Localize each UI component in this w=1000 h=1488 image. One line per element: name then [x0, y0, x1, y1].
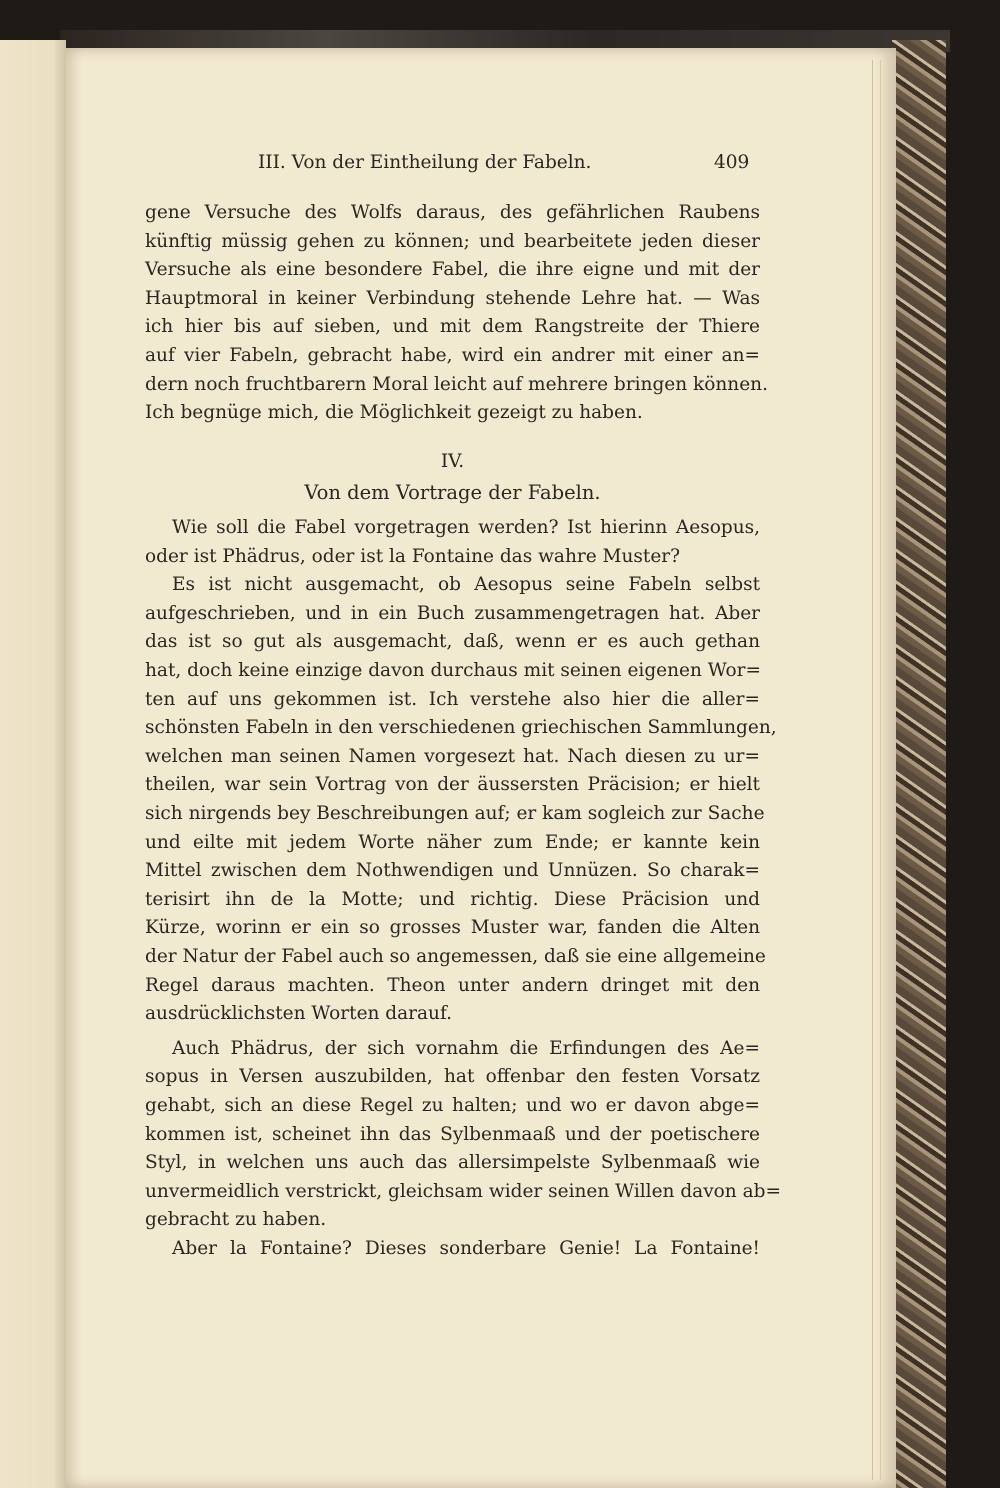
- text-line: schönsten Fabeln in den verschiedenen griechischen Sammlungen,: [145, 717, 777, 739]
- text-line: Kürze, worinn er ein so grosses Muster war, fanden die Alten: [145, 917, 760, 939]
- text-line: Es ist nicht ausgemacht, ob Aesopus seine Fabeln selbst: [172, 574, 760, 596]
- text-line: Mittel zwischen dem Nothwendigen und Unnüzen. So charak=: [145, 860, 760, 882]
- text-line: gebracht zu haben.: [145, 1209, 327, 1231]
- text-line: Styl, in welchen uns auch das allersimpelste Sylbenmaaß wie: [145, 1152, 760, 1174]
- text-line: Wie soll die Fabel vorgetragen werden? Ist hierinn Aesopus,: [172, 517, 760, 538]
- text-line: gehabt, sich an diese Regel zu halten; und wo er davon abge=: [145, 1095, 760, 1116]
- text-line: Versuche als eine besondere Fabel, die ihre eigne und mit der: [145, 259, 760, 281]
- text-line: auf vier Fabeln, gebracht habe, wird ein andrer mit einer an=: [145, 345, 760, 366]
- text-line: kommen ist, scheinet ihn das Sylbenmaaß und der poetischere: [145, 1123, 760, 1145]
- text-line: ausdrücklichsten Worten darauf.: [145, 1003, 453, 1025]
- text-line: Ich begnüge mich, die Möglichkeit gezeigt zu haben.: [145, 402, 643, 424]
- section-title: Von dem Vortrage der Fabeln.: [304, 481, 601, 504]
- text-line: hat, doch keine einzige davon durchaus mit seinen eigenen Wor=: [145, 660, 762, 681]
- page-number: 409: [714, 152, 750, 173]
- text-line: Auch Phädrus, der sich vornahm die Erfindungen des Ae=: [172, 1037, 760, 1059]
- text-line: welchen man seinen Namen vorgesezt hat. Nach diesen zu ur=: [145, 745, 760, 767]
- text-line: Regel daraus machten. Theon unter andern dringet mit den: [145, 974, 760, 996]
- text-line: gene Versuche des Wolfs daraus, des gefährlichen Raubens: [145, 202, 760, 223]
- text-line: aufgeschrieben, und in ein Buch zusammengetragen hat. Aber: [145, 602, 760, 624]
- text-line: der Natur der Fabel auch so angemessen, daß sie eine allgemeine: [145, 946, 766, 967]
- text-line: und eilte mit jedem Worte näher zum Ende; er kannte kein: [145, 831, 760, 853]
- text-line: ich hier bis auf sieben, und mit dem Rangstreite der Thiere: [145, 316, 760, 338]
- text-line: terisirt ihn de la Motte; und richtig. Diese Präcision und: [145, 888, 760, 910]
- text-line: unvermeidlich verstrickt, gleichsam wider seinen Willen davon ab=: [145, 1180, 781, 1202]
- section-number: IV.: [440, 451, 465, 472]
- running-title: III. Von der Eintheilung der Fabeln.: [258, 152, 592, 173]
- text-line: sich nirgends bey Beschreibungen auf; er kam sogleich zur Sache: [145, 803, 765, 824]
- marbled-cover-edge: [892, 40, 946, 1488]
- text-line: sopus in Versen auszubilden, hat offenbar den festen Vorsatz: [145, 1066, 760, 1088]
- text-line: Aber la Fontaine? Dieses sonderbare Genie! La Fontaine!: [172, 1238, 760, 1259]
- left-page-edge: [0, 40, 66, 1488]
- page-edge-line: [880, 60, 881, 1480]
- page-edge-line: [872, 60, 873, 1480]
- text-line: das ist so gut als ausgemacht, daß, wenn er es auch gethan: [145, 631, 760, 653]
- text-line: theilen, war sein Vortrag von der äussersten Präcision; er hielt: [145, 774, 760, 796]
- text-line: Hauptmoral in keiner Verbindung stehende Lehre hat. — Was: [145, 287, 760, 309]
- text-line: ten auf uns gekommen ist. Ich verstehe also hier die aller=: [145, 688, 760, 710]
- text-line: oder ist Phädrus, oder ist la Fontaine das wahre Muster?: [145, 545, 681, 567]
- text-line: künftig müssig gehen zu können; und bearbeitete jeden dieser: [145, 230, 760, 252]
- text-line: dern noch fruchtbarern Moral leicht auf mehrere bringen können.: [145, 373, 768, 395]
